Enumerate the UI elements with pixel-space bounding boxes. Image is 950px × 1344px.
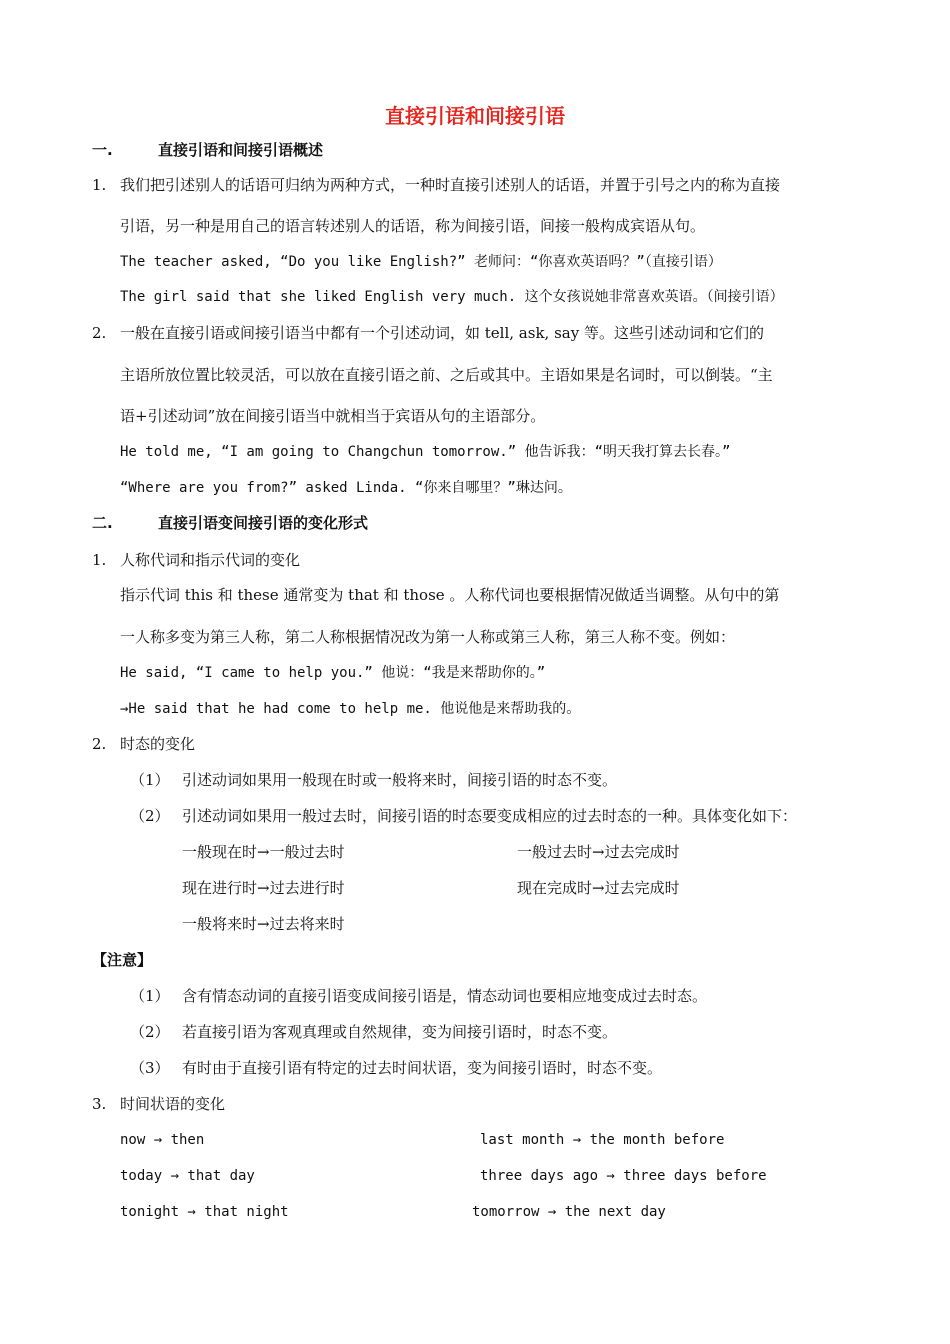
tense-change: 现在进行时→过去进行时 — [182, 879, 345, 897]
note-number: （2） — [130, 1023, 170, 1041]
page-title: 直接引语和间接引语 — [385, 104, 565, 128]
item-1-number: 1. — [92, 551, 107, 569]
section-1-number: 一. — [92, 141, 113, 159]
item-title: 时态的变化 — [120, 735, 196, 753]
paragraph-line: 我们把引述别人的话语可归纳为两种方式，一种时直接引述别人的话语，并置于引号之内的称为直接 — [120, 176, 781, 194]
section-2-heading: 直接引语变间接引语的变化形式 — [158, 514, 369, 532]
example-sentence: →He said that he had come to help me. 他说他是来帮助我的。 — [120, 701, 581, 717]
item-1-number: 1. — [92, 176, 107, 194]
note-text: 含有情态动词的直接引语变成间接引语是，情态动词也要相应地变成过去时态。 — [182, 987, 708, 1005]
tense-change: 一般过去时→过去完成时 — [517, 843, 680, 861]
example-sentence: “Where are you from?” asked Linda. “你来自哪里？”琳达问。 — [120, 480, 572, 496]
note-heading: 【注意】 — [92, 951, 153, 969]
section-2-number: 二. — [92, 514, 113, 532]
time-adverbial-change: now → then — [120, 1132, 205, 1148]
note-text: 若直接引语为客观真理或自然规律，变为间接引语时，时态不变。 — [182, 1023, 618, 1041]
example-sentence: He told me, “I am going to Changchun tomorrow.” 他告诉我：“明天我打算去长春。” — [120, 444, 731, 460]
example-sentence: The teacher asked, “Do you like English?” 老师问：“你喜欢英语吗？”（直接引语） — [120, 254, 722, 270]
sub-item-number: （1） — [130, 771, 170, 789]
time-adverbial-change: tomorrow → the next day — [472, 1204, 666, 1220]
sub-item-text: 引述动词如果用一般现在时或一般将来时，间接引语的时态不变。 — [182, 771, 618, 789]
item-title: 时间状语的变化 — [120, 1095, 226, 1113]
sub-item-text: 引述动词如果用一般过去时，间接引语的时态要变成相应的过去时态的一种。具体变化如下： — [182, 807, 798, 825]
time-adverbial-change: today → that day — [120, 1168, 255, 1184]
tense-change: 一般将来时→过去将来时 — [182, 915, 345, 933]
note-number: （1） — [130, 987, 170, 1005]
example-sentence: The girl said that she liked English very much. 这个女孩说她非常喜欢英语。（间接引语） — [120, 289, 784, 305]
sub-item-number: （2） — [130, 807, 170, 825]
time-adverbial-change: tonight → that night — [120, 1204, 289, 1220]
paragraph-line: 语+引述动词”放在间接引语当中就相当于宾语从句的主语部分。 — [120, 407, 546, 425]
note-text: 有时由于直接引语有特定的过去时间状语，变为间接引语时，时态不变。 — [182, 1059, 663, 1077]
time-adverbial-change: three days ago → three days before — [480, 1168, 767, 1184]
note-number: （3） — [130, 1059, 170, 1077]
paragraph-line: 主语所放位置比较灵活，可以放在直接引语之前、之后或其中。主语如果是名词时，可以倒装。“主 — [120, 366, 773, 384]
item-3-number: 3. — [92, 1095, 107, 1113]
item-2-number: 2. — [92, 324, 107, 342]
paragraph-line: 一般在直接引语或间接引语当中都有一个引述动词，如 tell, ask, say 等。这些引述动词和它们的 — [120, 324, 764, 342]
example-sentence: He said, “I came to help you.” 他说：“我是来帮助你的。” — [120, 665, 546, 681]
section-1-heading: 直接引语和间接引语概述 — [158, 141, 324, 159]
paragraph-line: 指示代词 this 和 these 通常变为 that 和 those 。人称代词也要根据情况做适当调整。从句中的第 — [120, 586, 780, 604]
paragraph-line: 引语，另一种是用自己的语言转述别人的话语，称为间接引语，间接一般构成宾语从句。 — [120, 217, 706, 235]
paragraph-line: 一人称多变为第三人称，第二人称根据情况改为第一人称或第三人称，第三人称不变。例如： — [120, 628, 736, 646]
tense-change: 一般现在时→一般过去时 — [182, 843, 345, 861]
item-title: 人称代词和指示代词的变化 — [120, 551, 301, 569]
time-adverbial-change: last month → the month before — [480, 1132, 725, 1148]
tense-change: 现在完成时→过去完成时 — [517, 879, 680, 897]
item-2-number: 2. — [92, 735, 107, 753]
